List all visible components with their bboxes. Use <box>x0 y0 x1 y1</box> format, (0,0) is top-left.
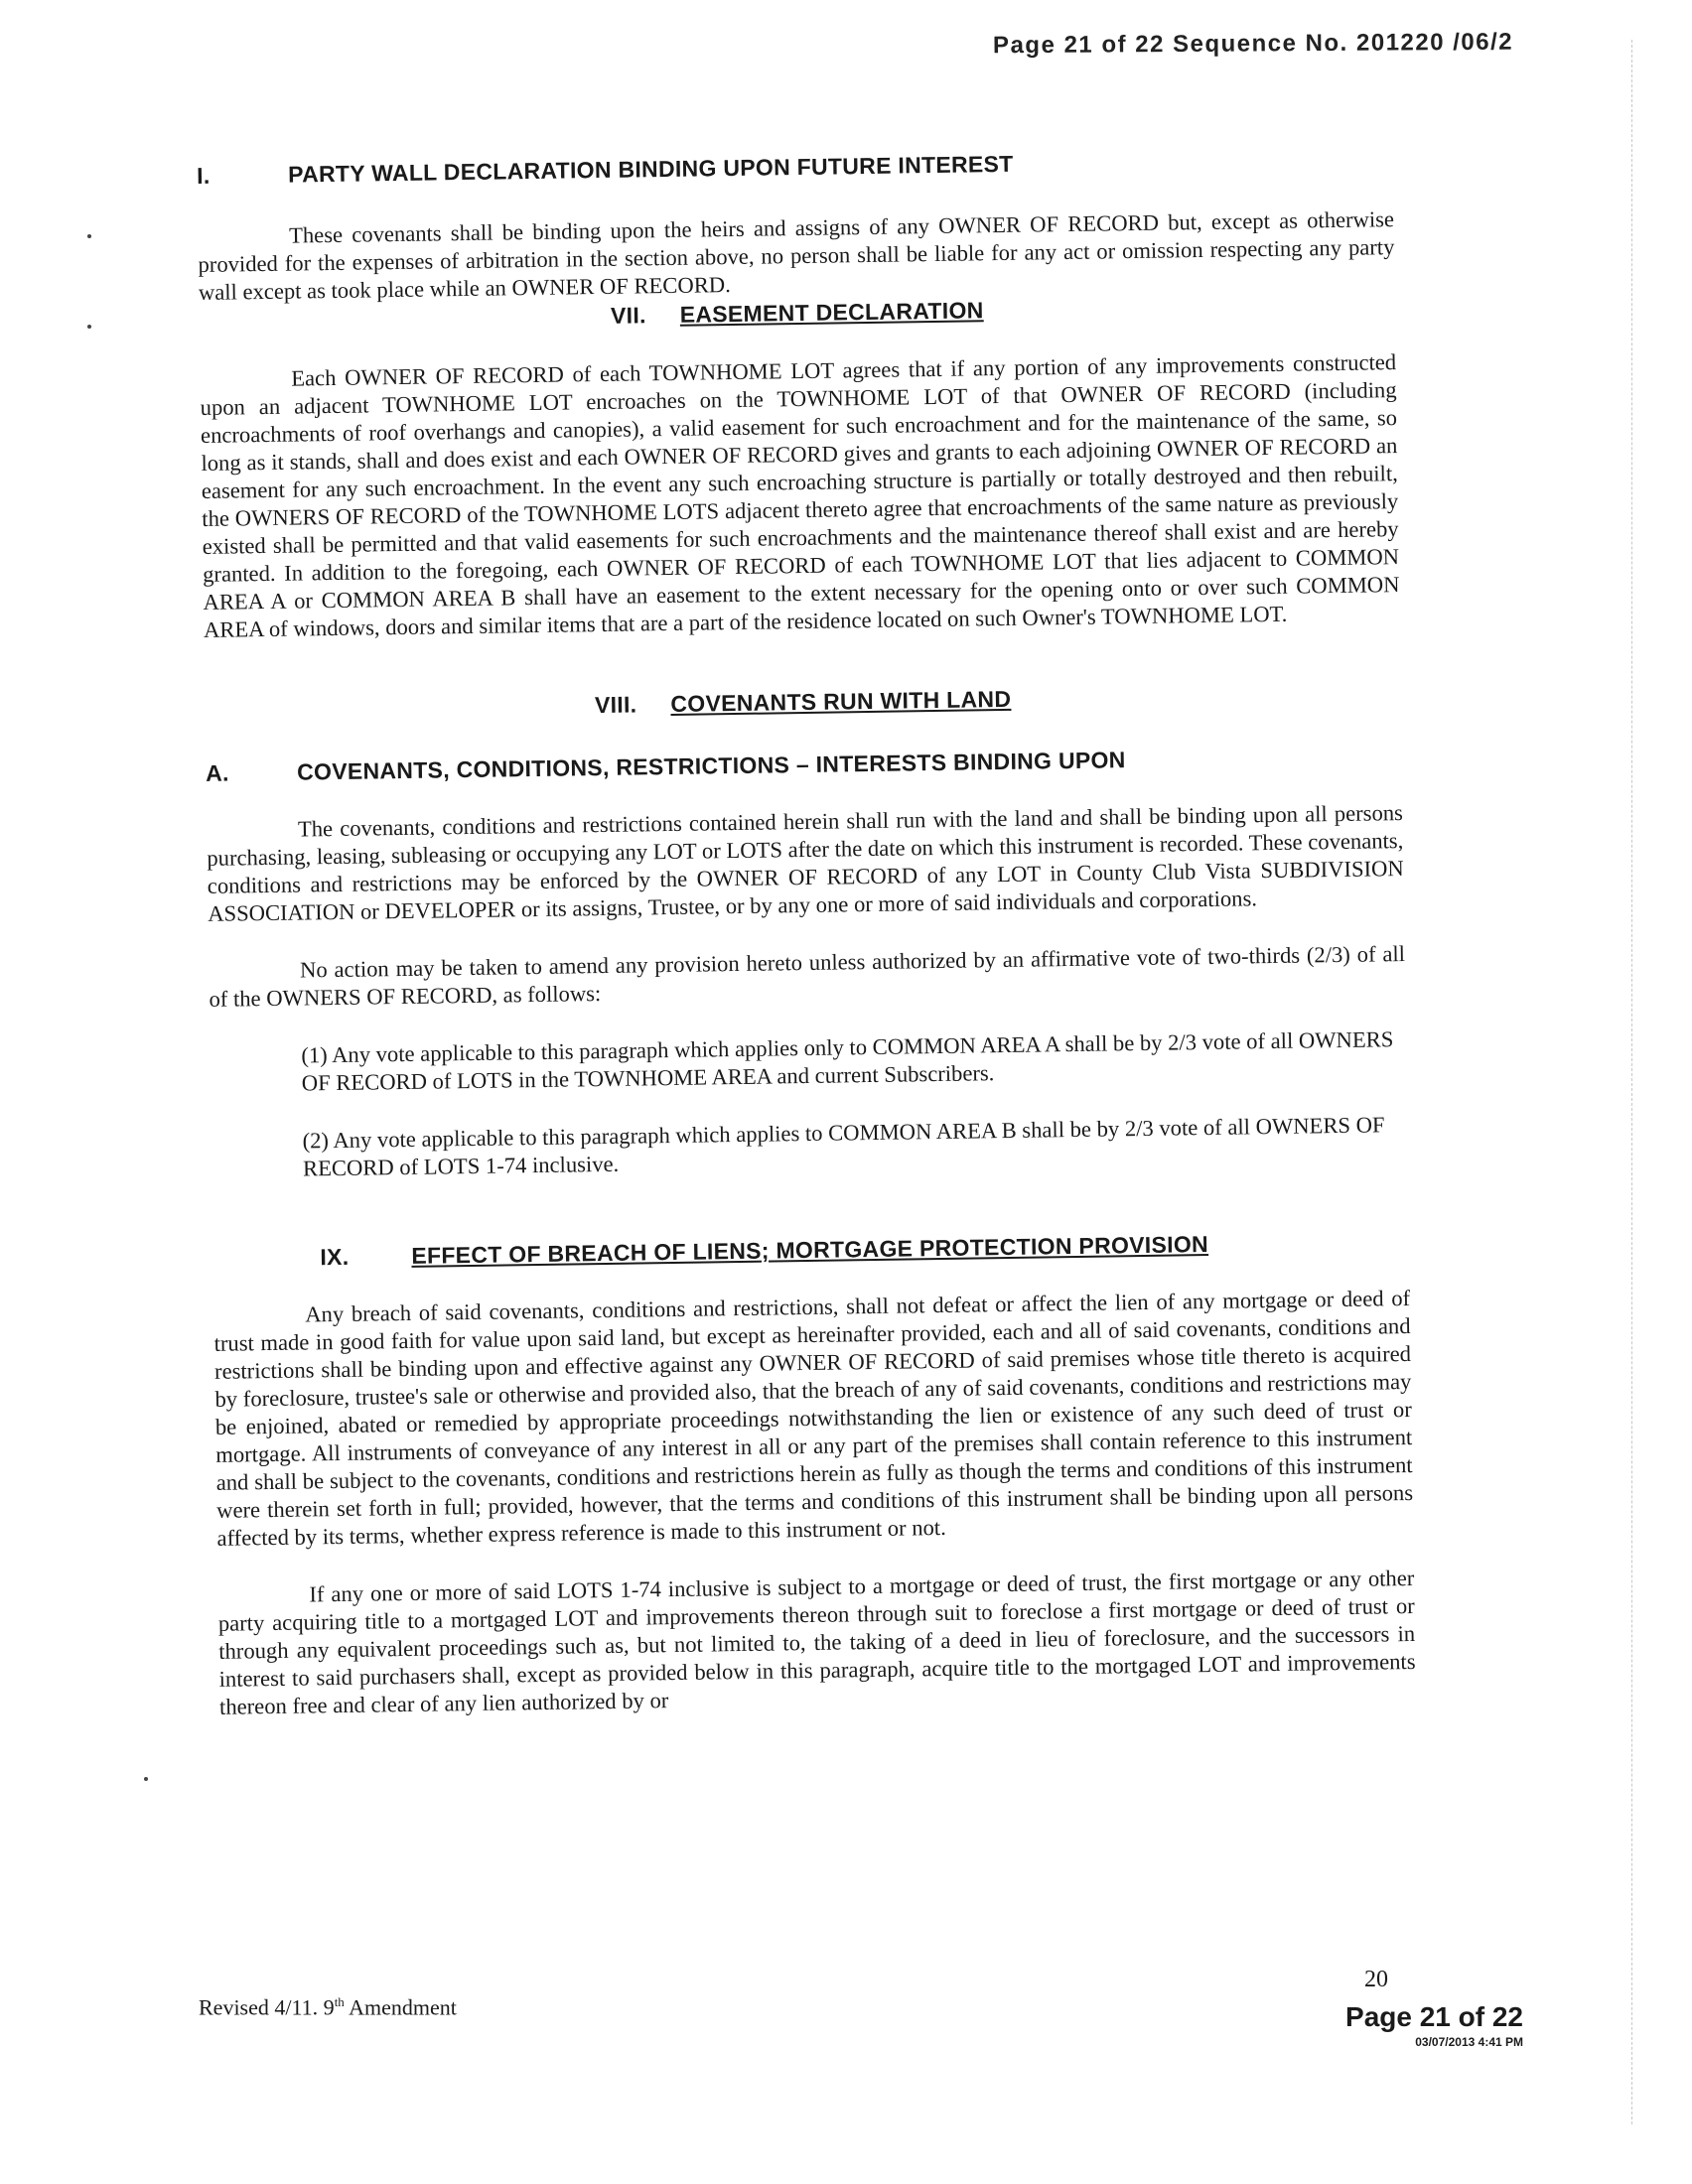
section-number: IX. <box>320 1243 350 1271</box>
section-title: PARTY WALL DECLARATION BINDING UPON FUTURE INTEREST <box>287 150 1014 188</box>
section-title: EFFECT OF BREACH OF LIENS; MORTGAGE PROTECTION PROVISION <box>411 1231 1209 1269</box>
section-number: VII. <box>610 302 646 329</box>
section-i-paragraph: These covenants shall be binding upon the heirs and assigns of any OWNER OF RECORD but, except as otherwise provided for the expenses of arbitration in the section above, no person shall be liable for any act or omission respecting any party wall except as took place while an OWNER OF RECORD. <box>198 206 1395 305</box>
revision-note: Revised 4/11. 9th Amendment <box>199 1994 457 2020</box>
sequence-header: Page 21 of 22 Sequence No. 201220 /06/2 <box>992 28 1514 60</box>
section-i-heading <box>197 145 1393 190</box>
scan-speck <box>87 325 91 329</box>
list-item-2: (2) Any vote applicable to this paragraph which applies to COMMON AREA B shall be by 2/3 vote of all OWNERS OF RECORD of LOTS 1-74 inclusive. <box>302 1112 1385 1181</box>
section-title: COVENANTS RUN WITH LAND <box>670 685 1012 717</box>
page-number: 20 <box>1364 1967 1388 1992</box>
section-number: VIII. <box>594 691 637 719</box>
section-vii-paragraph: Each OWNER OF RECORD of each TOWNHOME LOT agrees that if any portion of any improvements constructed upon an adjacent TOWNHOME LOT encroaches on the TOWNHOME LOT of that OWNER OF RECORD (including encroachments of roof overhangs and canopies), a valid easement for such encroachment and for the maintenance of the same, so long as it stands, shall and does exist and each OWNER OF RECORD gives and grants to each adjoining OWNER OF RECORD an easement for any such encroachment. In the event any such encroaching structure is partially or totally destroyed and then rebuilt, the OWNERS OF RECORD of the TOWNHOME LOTS adjacent thereto agree that encroachments of the same nature as previously existed shall be permitted and that valid easements for such encroachments and the maintenance thereof shall exist and are hereby granted. In addition to the foregoing, each OWNER OF RECORD of each TOWNHOME LOT that lies adjacent to COMMON AREA A or COMMON AREA B shall have an easement to the extent necessary for the opening onto or over such COMMON AREA of windows, doors and similar items that are a part of the residence located on such Owner's TOWNHOME LOT. <box>200 349 1400 642</box>
recording-stamp <box>1325 2001 1523 2049</box>
section-viii-paragraph-1: The covenants, conditions and restrictions contained herein shall run with the land and shall be binding upon all persons purchasing, leasing, subleasing or occupying any LOT or LOTS after the date on which this instrument is recorded. These covenants, conditions and restrictions may be enforced by the OWNER OF RECORD of any LOT in County Club Vista SUBDIVISION ASSOCIATION or DEVELOPER or its assigns, Trustee, or by any one or more of said individuals and corporations. <box>207 800 1404 926</box>
section-viii-paragraph-2: No action may be taken to amend any provision hereto unless authorized by an affirmative vote of two-thirds (2/3) of all of the OWNERS OF RECORD, as follows: <box>209 941 1406 1012</box>
section-title: COVENANTS, CONDITIONS, RESTRICTIONS – INTERESTS BINDING UPON <box>296 747 1126 785</box>
scan-speck <box>87 234 91 238</box>
list-item-1: (1) Any vote applicable to this paragraph which applies only to COMMON AREA A shall be by 2/3 vote of all OWNERS OF RECORD of LOTS in the TOWNHOME AREA and current Subscribers. <box>301 1026 1394 1096</box>
section-ix-heading <box>212 1228 1409 1273</box>
stamp-datetime: 03/07/2013 4:41 PM <box>1415 2035 1523 2049</box>
scan-speck <box>144 1777 148 1781</box>
stamp-page: Page 21 of 22 <box>1345 2001 1523 2032</box>
document-body <box>197 145 1416 1721</box>
section-title: EASEMENT DECLARATION <box>679 297 984 328</box>
section-ix-paragraph-2: If any one or more of said LOTS 1-74 inclusive is subject to a mortgage or deed of trust, the first mortgage or any other party acquiring title to a mortgaged LOT and improvements thereon through suit to foreclose a first mortgage or deed of trust or through any equivalent proceedings such as, but not limited to, the taking of a deed in lieu of foreclosure, and the successors in interest to said purchasers shall, except as provided below in this paragraph, acquire title to the mortgaged LOT and improvements thereon free and clear of any lien authorized by or <box>217 1565 1416 1719</box>
scan-edge-line <box>1631 40 1634 2124</box>
section-ix-paragraph-1: Any breach of said covenants, conditions and restrictions, shall not defeat or affect the lien of any mortgage or deed of trust made in good faith for value upon said land, but except as hereinafter provided, each and all of said covenants, conditions and restrictions shall be binding upon and effective against any OWNER OF RECORD of said premises whose title thereto is acquired by foreclosure, trustee's sale or otherwise and provided also, that the breach of any of said covenants, conditions and restrictions may be enjoined, abated or remedied by appropriate proceedings notwithstanding the lien or existence of any such deed of trust or mortgage. All instruments of conveyance of any interest in all or any part of the premises shall contain reference to this instrument and shall be subject to the covenants, conditions and restrictions herein as fully as though the terms and conditions of this instrument were therein set forth in full; provided, however, that the terms and conditions of this instrument shall be binding upon all persons affected by its terms, whether express reference is made to this instrument or not. <box>213 1285 1414 1551</box>
section-number: A. <box>205 759 229 786</box>
section-viii-a-heading <box>206 743 1402 787</box>
section-number: I. <box>197 162 211 189</box>
section-viii-heading <box>205 680 1401 725</box>
